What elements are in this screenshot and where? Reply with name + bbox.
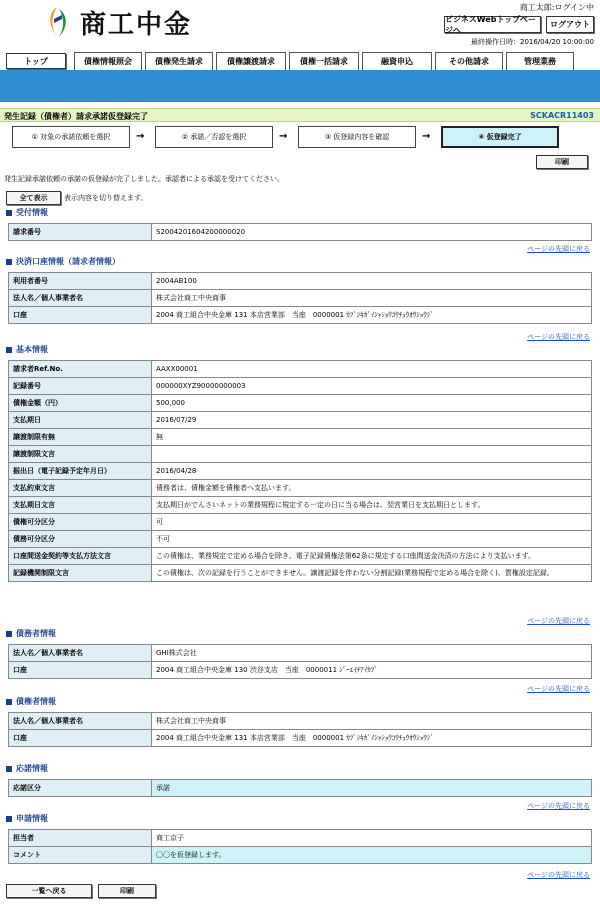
nav-band xyxy=(0,70,600,102)
login-status: 商工太郎:ログイン中 xyxy=(519,3,594,12)
arrow-right-icon: → xyxy=(136,131,145,142)
tab-credit-generation[interactable]: 債権発生請求 xyxy=(145,52,213,70)
last-operation-time: 最終操作日時：2016/04/20 10:00:00 xyxy=(470,38,594,46)
table-row xyxy=(9,361,592,378)
row-label: 口座 xyxy=(9,307,152,324)
row-label: 譲渡制限文言 xyxy=(9,446,152,463)
row-value: AAXX00001 xyxy=(152,361,592,378)
tab-top[interactable]: トップ xyxy=(6,53,66,69)
row-label: 口座間送金契約等支払方法文言 xyxy=(9,548,152,565)
settlement-table xyxy=(8,272,592,324)
row-label: 記録機関制限文言 xyxy=(9,565,152,582)
table-row xyxy=(9,565,592,582)
table-row xyxy=(9,290,592,307)
row-label: 応諾区分 xyxy=(9,780,152,797)
logo xyxy=(40,4,192,40)
section-response-title: 応諾情報 xyxy=(6,763,48,774)
page-title: 発生記録（債権者）請求承諾仮登録完了 xyxy=(4,112,148,121)
row-value: 承諾 xyxy=(152,780,592,797)
row-label: 債権可分区分 xyxy=(9,514,152,531)
business-web-top-button[interactable]: ビジネスWebトップページへ xyxy=(444,16,541,33)
row-label: 法人名／個人事業者名 xyxy=(9,645,152,662)
table-row xyxy=(9,463,592,480)
table-row xyxy=(9,531,592,548)
table-row xyxy=(9,662,592,679)
table-row xyxy=(9,395,592,412)
row-label: 担当者 xyxy=(9,830,152,847)
row-label: 債権金額（円） xyxy=(9,395,152,412)
table-row xyxy=(9,446,592,463)
receipt-table xyxy=(8,223,592,241)
section-settlement-title: 決済口座情報（請求者情報） xyxy=(6,256,120,267)
page-top-link[interactable]: ページの先頭に戻る xyxy=(527,333,590,341)
row-label: 支払期日文言 xyxy=(9,497,152,514)
logout-button[interactable]: ログアウト xyxy=(546,16,594,33)
row-value: 無 xyxy=(152,429,592,446)
application-table xyxy=(8,829,592,864)
table-row xyxy=(9,480,592,497)
page-top-link[interactable]: ページの先頭に戻る xyxy=(527,685,590,693)
print-button-top[interactable]: 印刷 xyxy=(536,155,588,169)
table-row xyxy=(9,713,592,730)
table-row xyxy=(9,378,592,395)
row-value: 2004AB100 xyxy=(152,273,592,290)
row-label: 記録番号 xyxy=(9,378,152,395)
tab-credit-transfer[interactable]: 債権譲渡請求 xyxy=(216,52,286,70)
table-row xyxy=(9,273,592,290)
step-4-current: ④ 仮登録完了 xyxy=(441,126,559,148)
back-to-list-button[interactable]: 一覧へ戻る xyxy=(6,884,92,898)
table-row xyxy=(9,548,592,565)
row-label: 振出日（電子記録予定年月日） xyxy=(9,463,152,480)
basic-info-table xyxy=(8,360,592,582)
row-label: 請求番号 xyxy=(9,224,152,241)
show-all-button[interactable]: 全て表示 xyxy=(6,191,61,205)
row-value: 支払期日がでんさいネットの業務規程に規定する一定の日に当る場合は、翌営業日を支払期日とします。 xyxy=(152,497,592,514)
table-row xyxy=(9,429,592,446)
row-value: 2004 商工組合中央金庫 131 本店営業部 当座 0000001 ｶﾌﾞｼｷｶﾞｲｼｬｼｮｳｺｳﾁｭｳｵｳｼｮｳｼﾞ xyxy=(152,730,592,747)
response-table xyxy=(8,779,592,797)
row-value: 〇〇を仮登録します。 xyxy=(152,847,592,864)
toggle-description: 表示内容を切り替えます。 xyxy=(64,194,148,202)
row-value: この債権は、次の記録を行うことができません。譲渡記録を伴わない分割記録(業務規程で定める場合を除く)、質権設定記録。 xyxy=(152,565,592,582)
section-creditor-title: 債権者情報 xyxy=(6,696,56,707)
page-top-link[interactable]: ページの先頭に戻る xyxy=(527,245,590,253)
row-value: 債務者は、債権金額を債権者へ支払います。 xyxy=(152,480,592,497)
table-row xyxy=(9,780,592,797)
section-basic-title: 基本情報 xyxy=(6,344,48,355)
row-label: 口座 xyxy=(9,730,152,747)
row-value: 2004 商工組合中央金庫 131 本店営業部 当座 0000001 ｶﾌﾞｼｷｶﾞｲｼｬｼｮｳｺｳﾁｭｳｵｳｼｮｳｼﾞ xyxy=(152,307,592,324)
row-value xyxy=(152,446,592,463)
row-label: 支払期日 xyxy=(9,412,152,429)
step-3: ③ 仮登録内容を確認 xyxy=(298,126,416,148)
row-value: 株式会社商工中央商事 xyxy=(152,713,592,730)
row-label: 法人名／個人事業者名 xyxy=(9,713,152,730)
step-1: ① 対象の承諾依頼を選択 xyxy=(12,126,130,148)
tab-bulk-request[interactable]: 債権一括請求 xyxy=(289,52,359,70)
section-receipt-title: 受付情報 xyxy=(6,207,48,218)
row-label: 法人名／個人事業者名 xyxy=(9,290,152,307)
row-label: 譲渡制限有無 xyxy=(9,429,152,446)
row-label: 債務可分区分 xyxy=(9,531,152,548)
table-row xyxy=(9,412,592,429)
table-row xyxy=(9,307,592,324)
table-row xyxy=(9,497,592,514)
arrow-right-icon: → xyxy=(422,131,431,142)
logo-mark-icon xyxy=(40,5,74,39)
row-value: 2004 商工組合中央金庫 130 渋谷支店 当座 0000011 ｼﾞｰｴｲﾁｱｲｶﾌﾞ xyxy=(152,662,592,679)
row-value: 2016/04/28 xyxy=(152,463,592,480)
page-top-link[interactable]: ページの先頭に戻る xyxy=(527,871,590,879)
table-row xyxy=(9,514,592,531)
row-value: 000000XYZ90000000003 xyxy=(152,378,592,395)
table-row xyxy=(9,224,592,241)
table-row xyxy=(9,830,592,847)
row-value: 可 xyxy=(152,514,592,531)
row-label: 利用者番号 xyxy=(9,273,152,290)
row-value: 500,000 xyxy=(152,395,592,412)
row-value: GHI株式会社 xyxy=(152,645,592,662)
row-label: 請求者Ref.No. xyxy=(9,361,152,378)
tab-management[interactable]: 管理業務 xyxy=(506,52,574,70)
table-row xyxy=(9,645,592,662)
row-value: 不可 xyxy=(152,531,592,548)
logo-text: 商工中金 xyxy=(80,9,193,40)
arrow-right-icon: → xyxy=(279,131,288,142)
row-value: この債権は、業務規定で定める場合を除き、電子記録債権法第62条に規定する口座間送金決済の方法により支払います。 xyxy=(152,548,592,565)
row-value: 商工京子 xyxy=(152,830,592,847)
table-row xyxy=(9,847,592,864)
row-label: 口座 xyxy=(9,662,152,679)
print-button-bottom[interactable]: 印刷 xyxy=(98,884,156,898)
step-2: ② 承諾／否認を選択 xyxy=(155,126,273,148)
header xyxy=(0,0,600,50)
page-title-bar xyxy=(0,108,600,122)
table-row xyxy=(9,730,592,747)
completion-message: 発生記録承諾依頼の承諾の仮登録が完了しました。承認者による承認を受けてください。 xyxy=(4,175,284,183)
tab-credit-inquiry[interactable]: 債権情報照会 xyxy=(74,52,142,70)
creditor-table xyxy=(8,712,592,747)
row-value: 株式会社商工中央商事 xyxy=(152,290,592,307)
row-value: S2004201604200000020 xyxy=(152,224,592,241)
screen-code: SCKACR11403 xyxy=(530,111,594,120)
debtor-table xyxy=(8,644,592,679)
tab-other-requests[interactable]: その他請求 xyxy=(435,52,503,70)
row-value: 2016/07/29 xyxy=(152,412,592,429)
row-label: コメント xyxy=(9,847,152,864)
row-label: 支払約束文言 xyxy=(9,480,152,497)
section-debtor-title: 債務者情報 xyxy=(6,628,56,639)
page-top-link[interactable]: ページの先頭に戻る xyxy=(527,802,590,810)
section-application-title: 申請情報 xyxy=(6,813,48,824)
page-top-link[interactable]: ページの先頭に戻る xyxy=(527,617,590,625)
tab-loan-application[interactable]: 融資申込 xyxy=(362,52,432,70)
